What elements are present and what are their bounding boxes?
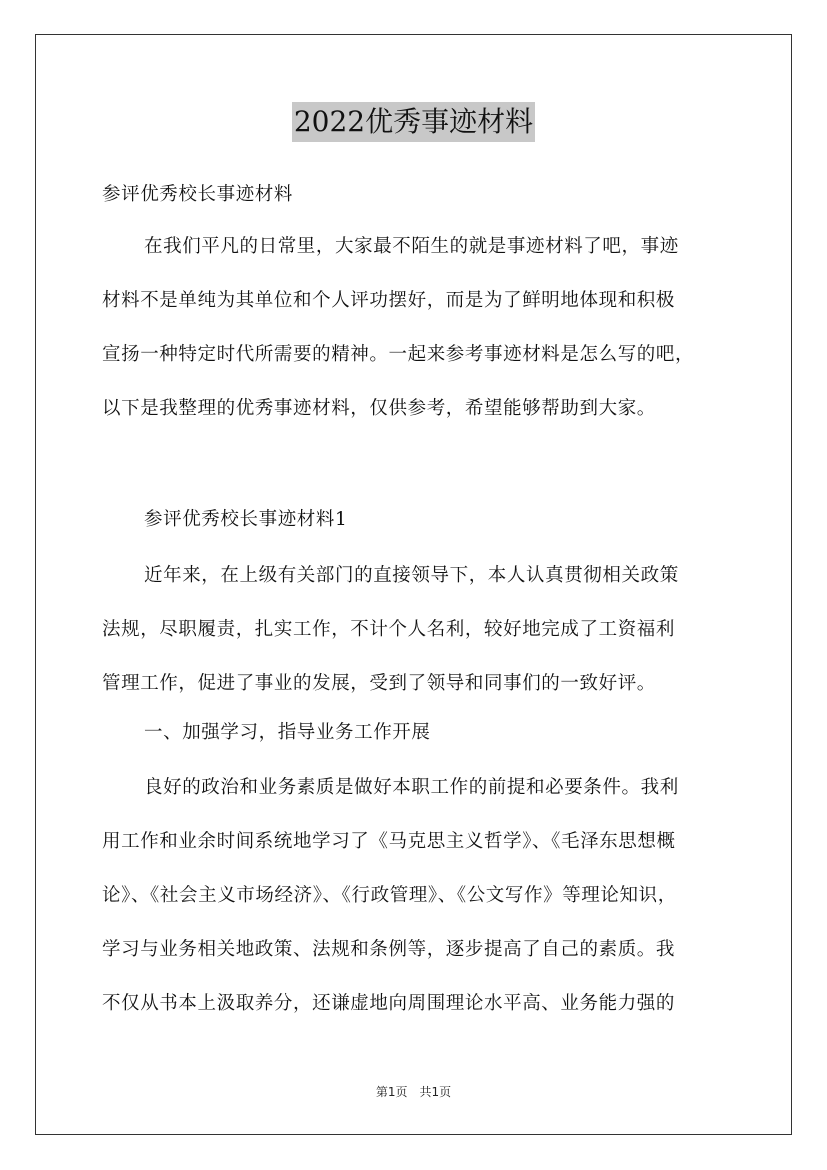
intro-paragraph	[102, 220, 742, 436]
subtitle-block	[102, 168, 742, 222]
paragraph-line: 用工作和业余时间系统地学习了《马克思主义哲学》、《毛泽东思想概	[102, 831, 676, 852]
paragraph-line: 论》、《社会主义市场经济》、《行政管理》、《公文写作》等理论知识，	[102, 885, 677, 906]
subheading-1: 一、加强学习，指导业务工作开展	[144, 722, 431, 743]
section-heading-block	[102, 493, 742, 547]
intro-line: 在我们平凡的日常里，大家最不陌生的就是事迹材料了吧，事迹	[144, 236, 679, 257]
paragraph-1	[102, 549, 742, 711]
intro-line: 宣扬一种特定时代所需要的精神。一起来参考事迹材料是怎么写的吧，	[102, 344, 695, 365]
paragraph-line: 法规，尽职履责，扎实工作，不计个人名利，较好地完成了工资福利	[102, 619, 676, 640]
paragraph-line: 学习与业务相关地政策、法规和条例等，逐步提高了自己的素质。我	[102, 939, 676, 960]
section-heading: 参评优秀校长事迹材料1	[144, 509, 348, 530]
page-number-current: 第1页	[375, 1085, 408, 1099]
document-subtitle: 参评优秀校长事迹材料	[102, 184, 294, 205]
paragraph-line: 管理工作，促进了事业的发展，受到了领导和同事们的一致好评。	[102, 673, 656, 694]
subheading-block	[102, 706, 742, 760]
intro-line: 以下是我整理的优秀事迹材料，仅供参考，希望能够帮助到大家。	[102, 398, 656, 419]
title-container	[0, 102, 827, 142]
page-number-total: 共1页	[419, 1085, 452, 1099]
paragraph-line: 良好的政治和业务素质是做好本职工作的前提和必要条件。我利	[144, 777, 679, 798]
page-footer	[0, 1083, 827, 1100]
paragraph-line: 近年来，在上级有关部门的直接领导下，本人认真贯彻相关政策	[144, 565, 679, 586]
document-title: 2022优秀事迹材料	[292, 102, 535, 142]
intro-line: 材料不是单纯为其单位和个人评功摆好，而是为了鲜明地体现和积极	[102, 290, 676, 311]
paragraph-line: 不仅从书本上汲取养分，还谦虚地向周围理论水平高、业务能力强的	[102, 993, 676, 1014]
paragraph-2	[102, 761, 742, 1031]
